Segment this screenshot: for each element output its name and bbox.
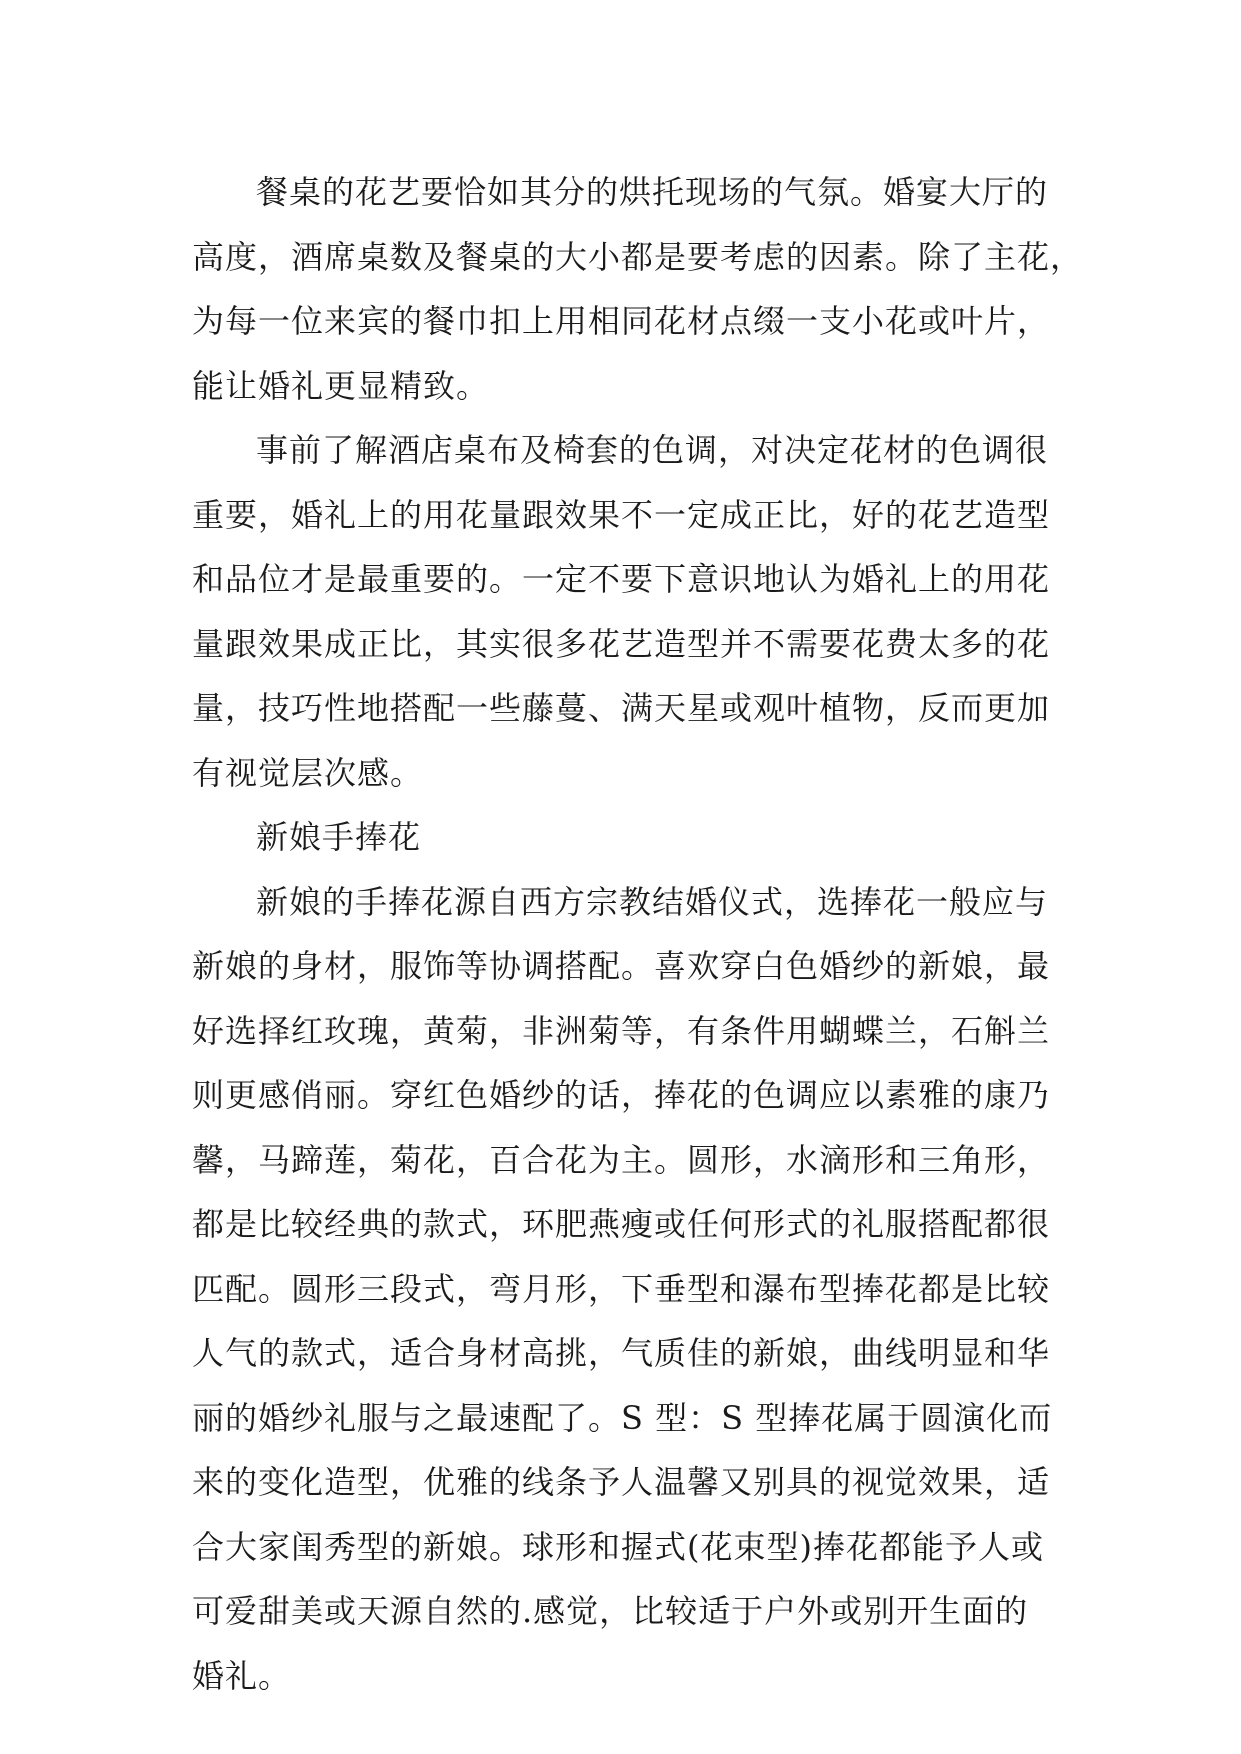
document-body xyxy=(192,160,1084,1708)
paragraph-3-line-12: 可爱甜美或天源自然的.感觉，比较适于户外或别开生面的 xyxy=(192,1592,1029,1630)
paragraph-1-line-1: 餐桌的花艺要恰如其分的烘托现场的气氛。婚宴大厅的 xyxy=(256,173,1049,211)
paragraph-3-line-11: 合大家闺秀型的新娘。球形和握式(花束型)捧花都能予人或 xyxy=(192,1527,1044,1566)
paragraph-3-line-9: 丽的婚纱礼服与之最速配了。S 型：S 型捧花属于圆演化而 xyxy=(192,1398,1053,1437)
paragraph-1-line-2: 高度，酒席桌数及餐桌的大小都是要考虑的因素。除了主花， xyxy=(192,237,1084,276)
paragraph-3-line-13: 婚礼。 xyxy=(192,1656,292,1695)
paragraph-3-line-10: 来的变化造型，优雅的线条予人温馨又别具的视觉效果，适 xyxy=(192,1463,1051,1501)
paragraph-1-line-4: 能让婚礼更显精致。 xyxy=(192,366,490,405)
paragraph-3-line-8: 人气的款式，适合身材高挑，气质佳的新娘，曲线明显和华 xyxy=(192,1334,1051,1372)
paragraph-3-line-3: 好选择红玫瑰，黄菊，非洲菊等，有条件用蝴蝶兰，石斛兰 xyxy=(192,1011,1051,1050)
paragraph-3-line-1: 新娘的手捧花源自西方宗教结婚仪式，选捧花一般应与 xyxy=(256,882,1049,921)
paragraph-2-line-1: 事前了解酒店桌布及椅套的色调，对决定花材的色调很 xyxy=(256,431,1049,469)
paragraph-3-line-4: 则更感俏丽。穿红色婚纱的话，捧花的色调应以素雅的康乃 xyxy=(192,1076,1051,1114)
paragraph-2-line-5: 量，技巧性地搭配一些藤蔓、满天星或观叶植物，反而更加 xyxy=(192,689,1051,727)
section-heading: 新娘手捧花 xyxy=(256,818,422,856)
paragraph-3-line-6: 都是比较经典的款式，环肥燕瘦或任何形式的礼服搭配都很 xyxy=(192,1205,1051,1243)
paragraph-2-line-3: 和品位才是最重要的。一定不要下意识地认为婚礼上的用花 xyxy=(192,560,1051,598)
paragraph-1-line-3: 为每一位来宾的餐巾扣上用相同花材点缀一支小花或叶片， xyxy=(192,302,1051,340)
paragraph-2-line-2: 重要，婚礼上的用花量跟效果不一定成正比，好的花艺造型 xyxy=(192,495,1051,534)
paragraph-3-line-7: 匹配。圆形三段式，弯月形，下垂型和瀑布型捧花都是比较 xyxy=(192,1269,1051,1308)
paragraph-3-line-2: 新娘的身材，服饰等协调搭配。喜欢穿白色婚纱的新娘，最 xyxy=(192,947,1051,985)
paragraph-2-line-4: 量跟效果成正比，其实很多花艺造型并不需要花费太多的花 xyxy=(192,624,1051,663)
paragraph-2-line-6: 有视觉层次感。 xyxy=(192,753,424,792)
paragraph-3-line-5: 馨，马蹄莲，菊花，百合花为主。圆形，水滴形和三角形， xyxy=(192,1140,1051,1179)
